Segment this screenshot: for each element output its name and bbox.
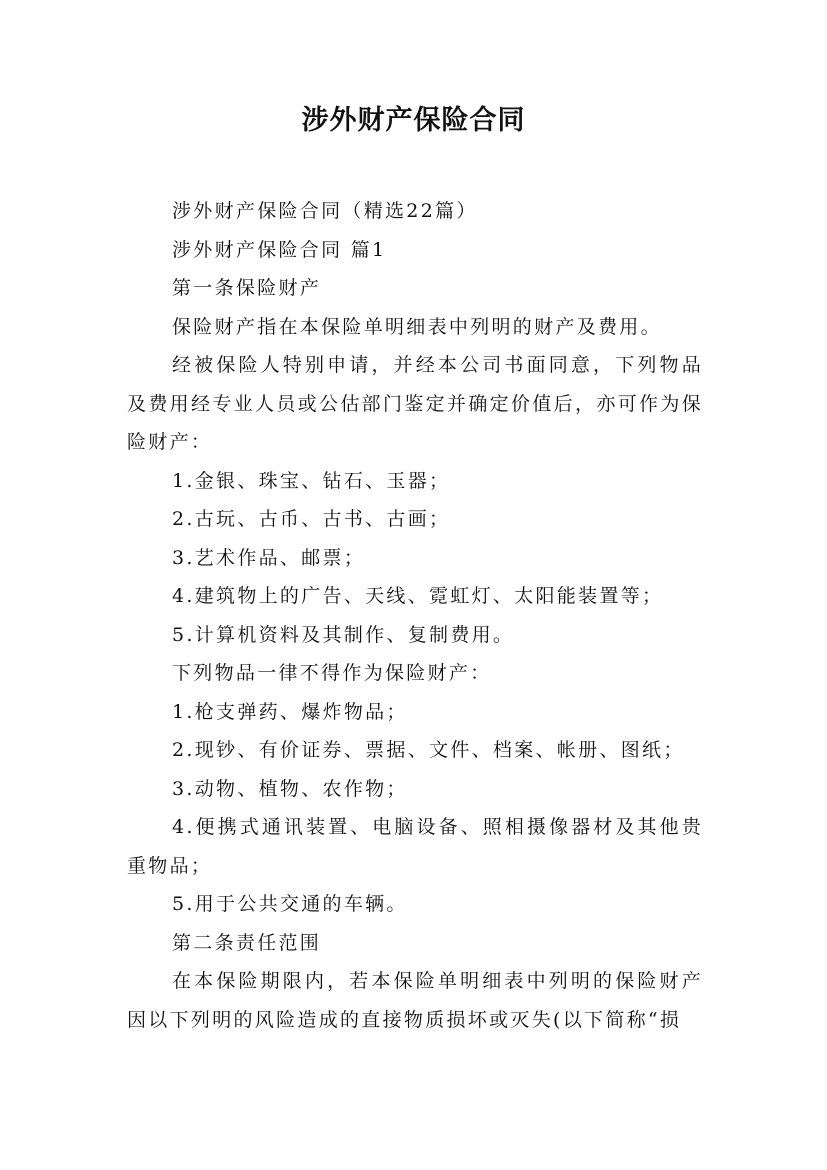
paragraph: 经被保险人特别申请，并经本公司书面同意，下列物品及费用经专业人员或公估部门鉴定并确定价值后，亦可作为保险财产： [127,354,703,453]
list-item: 2.现钞、有价证券、票据、文件、档案、帐册、图纸； [172,739,685,761]
list-item: 3.动物、植物、农作物； [172,777,408,800]
list-item: 4.便携式通讯装置、电脑设备、照相摄像器材及其他贵重物品； [127,816,703,877]
paragraph: 在本保险期限内，若本保险单明细表中列明的保险财产因以下列明的风险造成的直接物质损坏或灭失(以下简称“损 [127,970,703,1031]
list-item: 2.古玩、古币、古书、古画； [172,508,451,530]
list-item: 1.枪支弹药、爆炸物品； [172,700,408,723]
paragraph: 保险财产指在本保险单明细表中列明的财产及费用。 [172,315,662,338]
list-item: 1.金银、珠宝、钻石、玉器； [172,469,451,492]
list-item: 5.计算机资料及其制作、复制费用。 [172,623,515,646]
list-item: 4.建筑物上的广告、天线、霓虹灯、太阳能装置等； [172,585,664,607]
list-item: 5.用于公共交通的车辆。 [172,893,408,915]
document-body [127,192,703,1039]
paragraph: 涉外财产保险合同（精选22篇） [172,200,478,222]
section-heading: 第一条保险财产 [172,277,322,299]
document-title: 涉外财产保险合同 [301,105,526,136]
section-heading: 第二条责任范围 [172,931,322,954]
paragraph: 下列物品一律不得作为保险财产： [172,662,492,684]
paragraph: 涉外财产保险合同 篇1 [172,238,387,261]
list-item: 3.艺术作品、邮票； [172,546,366,569]
